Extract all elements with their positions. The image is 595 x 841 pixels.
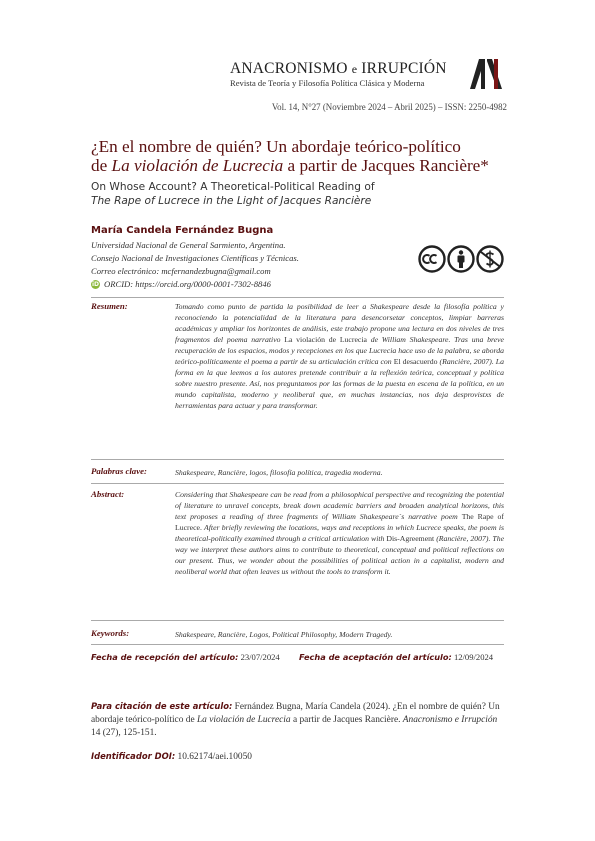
doi-row bbox=[91, 751, 252, 762]
resumen-part3: (Rancière, 2007). La forma en la que leemos a los autores pretende contribuir a la reflexión teórica, conceptual y política sobre nuestro presente. Así, nos preguntamos por las formas de la puesta en escena de la política, en un mundo capitalista, moderno y neoliberal que, en muchas instancias, nos deja desprovistxs de herramientas para actuar y para transformar. bbox=[175, 357, 504, 410]
resumen-work-title: La violación de Lucrecia bbox=[284, 335, 367, 344]
journal-subtitle: Revista de Teoría y Filosofía Política Clásica y Moderna bbox=[230, 78, 425, 88]
received-value: 23/07/2024 bbox=[240, 652, 280, 662]
orcid-icon: iD bbox=[91, 280, 100, 288]
journal-logo-icon bbox=[470, 59, 502, 89]
abstract-part2: After briefly reviewing the locations, ways and receptions in which Lucrece speaks, the poem is theoretical-politically examined through a critical articulation with bbox=[175, 523, 504, 543]
divider-keywords bbox=[91, 620, 504, 621]
issue-info: Vol. 14, N°27 (Noviembre 2024 – Abril 2025) – ISSN: 2250-4982 bbox=[271, 102, 507, 112]
title-line1: ¿En el nombre de quién? Un abordaje teórico-político bbox=[91, 137, 461, 156]
received-label: Fecha de recepción del artículo: bbox=[91, 652, 239, 662]
resumen-label: Resumen: bbox=[91, 301, 128, 311]
journal-name-part1: ANACRONISMO bbox=[230, 60, 348, 77]
divider-palabras bbox=[91, 459, 504, 460]
journal-name-part3: IRRUPCIÓN bbox=[361, 60, 447, 77]
author-email[interactable]: Correo electrónico: mcfernandezbugna@gmail.com bbox=[91, 266, 271, 276]
resumen-text bbox=[175, 301, 504, 411]
citation-text-end: 14 (27), 125-151. bbox=[91, 728, 157, 738]
resumen-part1: Tomando como punto de partida la posibilidad de leer a Shakespeare desde la filosofía política y reconociendo la potencialidad de la literatura para desencorsetar conceptos, limpiar barreras académicas y ampliar los horizontes de análisis, este trabajo propone una lectura en dos niveles de tres fragmentos del poema narrativo bbox=[175, 302, 504, 344]
accepted-date bbox=[299, 652, 493, 662]
nc-icon bbox=[478, 247, 503, 272]
abstract-part3: (Rancière, 2007). The way we interpret these authors aims to contribute to theoretical, conceptual and political reflections on our present. Thus, we wonder about the possibilities of political action in a capitalist, modern and neoliberal world that often leaves us without the tools to transform it. bbox=[175, 534, 505, 576]
abstract-text bbox=[175, 489, 504, 577]
english-title-line1: On Whose Account? A Theoretical-Political Reading of bbox=[91, 181, 375, 193]
cc-license-icon[interactable] bbox=[418, 244, 504, 274]
orcid-link[interactable]: ORCID: https://orcid.org/0000-0001-7302-8846 bbox=[104, 279, 271, 289]
english-title-line2: The Rape of Lucrece in the Light of Jacques Rancière bbox=[91, 195, 372, 207]
author-name: María Candela Fernández Bugna bbox=[91, 225, 274, 236]
palabras-clave-text: Shakespeare, Rancière, logos, filosofía política, tragedia moderna. bbox=[175, 468, 383, 477]
abstract-book-title: Dis-Agreement bbox=[386, 534, 435, 543]
keywords-label: Keywords: bbox=[91, 628, 130, 638]
accepted-label: Fecha de aceptación del artículo: bbox=[299, 652, 452, 662]
keywords-text: Shakespeare, Rancière, Logos, Political Philosophy, Modern Tragedy. bbox=[175, 630, 393, 639]
divider-abstract bbox=[91, 483, 504, 484]
abstract-work-title: The Rape of Lucrece. bbox=[175, 512, 504, 532]
orcid-row[interactable] bbox=[91, 279, 271, 289]
title-line2-post: a partir de Jacques Rancière* bbox=[287, 156, 489, 175]
divider-bottom bbox=[91, 644, 504, 645]
citation-journal: Anacronismo e Irrupción bbox=[402, 715, 498, 725]
divider-top bbox=[91, 297, 504, 298]
resumen-book-title: El desacuerdo bbox=[393, 357, 438, 366]
abstract-part1: Considering that Shakespeare can be read from a philosophical perspective and recognizing the potential of literature to unravel concepts, break down academic barriers and broaden analytical horizons, this text proposes a reading of three fragments of William Shakespeare´s narrative poem bbox=[175, 490, 504, 521]
citation-text-pre: Fernández Bugna, María Candela (2024). ¿En el nombre de quién? Un abordaje teórico-político de bbox=[91, 702, 500, 725]
journal-name-part2: e bbox=[351, 62, 358, 76]
cc-icon bbox=[420, 247, 445, 272]
citation-label: Para citación de este artículo: bbox=[91, 701, 233, 711]
accepted-value: 12/09/2024 bbox=[453, 652, 494, 662]
received-date bbox=[91, 652, 280, 662]
citation-text-italic: La violación de Lucrecia bbox=[196, 715, 291, 725]
journal-name bbox=[230, 60, 447, 78]
affiliation-1: Universidad Nacional de General Sarmiento, Argentina. bbox=[91, 240, 286, 250]
title-line2 bbox=[91, 156, 531, 175]
doi-label: Identificador DOI: bbox=[91, 751, 176, 761]
title-line2-italic: La violación de Lucrecia bbox=[111, 156, 284, 175]
citation-block bbox=[91, 700, 505, 740]
resumen-part2: de William Shakespeare. Tras una breve recuperación de los espacios, modos y recepciones en los que Lucrecia hace uso de la palabra, se aborda teórico-políticamente el poema a partir de su articulación crítica con bbox=[175, 335, 504, 366]
abstract-label: Abstract: bbox=[91, 489, 125, 499]
citation-text-post: a partir de Jacques Rancière. bbox=[292, 715, 401, 725]
title-line2-pre: de bbox=[91, 156, 108, 175]
article-title bbox=[91, 137, 531, 175]
by-icon bbox=[449, 247, 474, 272]
english-title bbox=[91, 180, 521, 208]
palabras-clave-label: Palabras clave: bbox=[91, 466, 147, 476]
doi-value[interactable]: 10.62174/aei.10050 bbox=[177, 752, 252, 762]
affiliation-2: Consejo Nacional de Investigaciones Científicas y Técnicas. bbox=[91, 253, 299, 263]
